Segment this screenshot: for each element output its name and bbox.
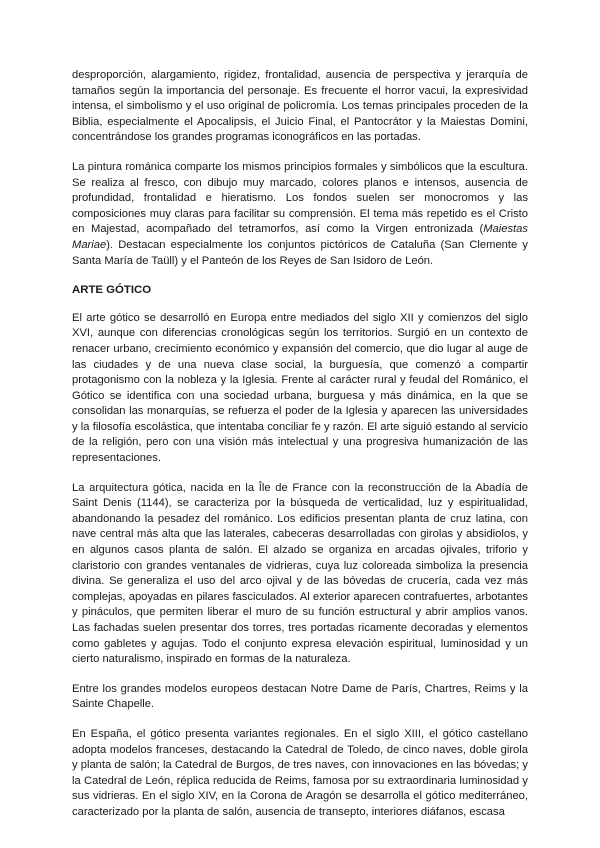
pintura-text-b: ). Destacan especialmente los conjuntos pictóricos de Cataluña (San Clemente y Santa María de Taüll) y el Panteón de los Reyes de San Isidoro de León. [72,238,528,267]
paragraph-modelos-europeos: Entre los grandes modelos europeos destacan Notre Dame de París, Chartres, Reims y la Sainte Chapelle. [72,682,528,711]
pintura-text-a: La pintura románica comparte los mismos principios formales y simbólicos que la escultura. Se realiza al fresco, con dibujo muy marcado, colores planos e intensos, ausencia de profundidad, frontalidad e hieratismo. Los fondos suelen ser monocromos y las composiciones muy claras para facilitar su comprensión. El tema más repetido es el Cristo en Majestad, acompañado del tetramorfos, así como la Virgen entronizada ( [72,160,528,236]
section-heading-arte-gotico: ARTE GÓTICO [72,284,152,297]
paragraph-escultura-romanica: desproporción, alargamiento, rigidez, frontalidad, ausencia de perspectiva y jerarquía de tamaños según la importancia del personaje. Es frecuente el horror vacui, la expresividad intensa, el simbolismo y el uso original de policromía. Los temas principales proceden de la Biblia, especialmente el Apocalipsis, el Juicio Final, el Pantocrátor y la Maiestas Domini, concentrándose los grandes programas iconográficos en las portadas. [72,69,528,144]
paragraph-gotico-espana: En España, el gótico presenta variantes regionales. En el siglo XIII, el gótico castellano adopta modelos franceses, destacando la Catedral de Toledo, de cinco naves, doble girola y planta de salón; la Catedral de Burgos, de tres naves, con innovaciones en las bóvedas; y la Catedral de León, réplica reducida de Reims, famosa por su extraordinaria luminosidad y sus vidrieras. En el siglo XIV, en la Corona de Aragón se desarrolla el gótico mediterráneo, caracterizado por la planta de salón, ausencia de transepto, interiores diáfanos, escasa [72,727,528,818]
paragraph-pintura-romanica [72,160,528,269]
paragraph-arquitectura-gotica: La arquitectura gótica, nacida en la Île de France con la reconstrucción de la Abadía de Saint Denis (1144), se caracteriza por la búsqueda de verticalidad, luz y espiritualidad, abandonando la pesadez del románico. Los edificios presentan planta de cruz latina, con nave central más alta que las laterales, cabeceras desarrolladas con girolas y absidiolos, y en algunos casos planta de salón. El alzado se organiza en arcadas ojivales, triforio y claristorio con grandes ventanales de vidrieras, cuya luz coloreada simboliza la presencia divina. Se generaliza el uso del arco ojival y de las bóvedas de crucería, cada vez más complejas, apoyadas en pilares fasciculados. Al exterior aparecen contrafuertes, arbotantes y pináculos, que permiten liberar el muro de su función estructural y abrir amplios vanos. Las fachadas suelen presentar dos torres, tres portadas ricamente decoradas y elementos como gabletes y agujas. Todo el conjunto expresa elevación espiritual, luminosidad y un cierto naturalismo, inspirado en formas de la naturaleza. [72,481,528,666]
paragraph-gotico-contexto: El arte gótico se desarrolló en Europa entre mediados del siglo XII y comienzos del siglo XVI, aunque con diferencias cronológicas según los territorios. Surgió en un contexto de renacer urbano, crecimiento económico y expansión del comercio, que dio lugar al auge de las ciudades y de una nueva clase social, la burguesía, que comenzó a compartir protagonismo con la nobleza y la Iglesia. Frente al carácter rural y feudal del Románico, el Gótico se identifica con una sociedad urbana, burguesa y más dinámica, en la que se consolidan las monarquías, se refuerza el poder de la Iglesia y aparecen las universidades y la filosofía escolástica, que intentaba conciliar fe y razón. El arte siguió estando al servicio de la religión, pero con una visión más intelectual y una progresiva humanización de las representaciones. [72,311,528,465]
maiestas-mariae-italic: Maiestas Mariae [72,223,528,251]
